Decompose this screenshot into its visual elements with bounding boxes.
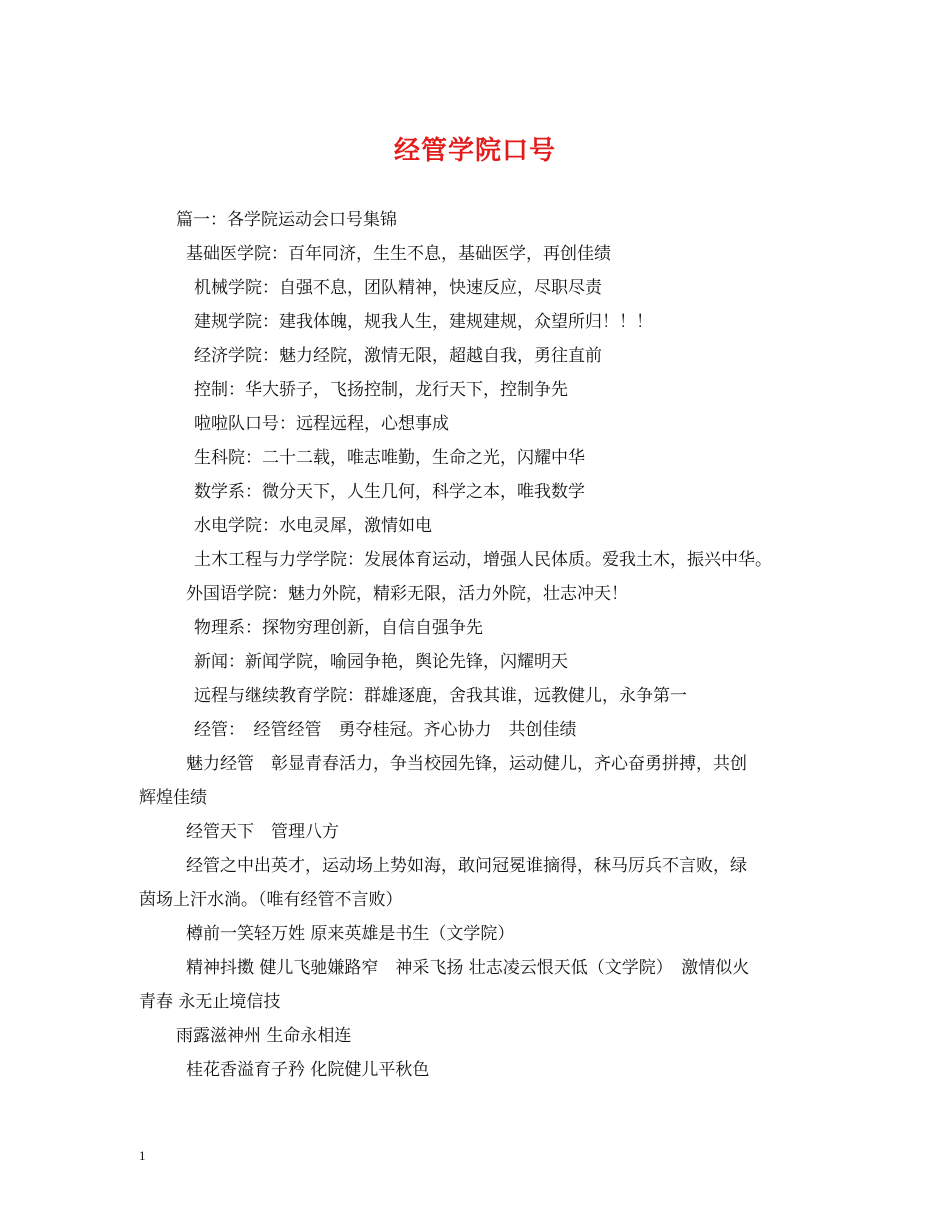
slogan-line: 数学系：微分天下，人生几何，科学之本，唯我数学 [194, 482, 585, 502]
slogan-line: 建规学院：建我体魄，规我人生，建规建规，众望所归！！！ [194, 312, 653, 332]
paragraph-line: 魅力经管 彰显青春活力，争当校园先锋，运动健儿，齐心奋勇拼搏，共创 [186, 754, 747, 774]
paragraph-line: 雨露滋神州 生命永相连 [176, 1026, 352, 1046]
section-heading: 篇一：各学院运动会口号集锦 [176, 210, 397, 230]
slogan-line: 新闻：新闻学院，喻园争艳，舆论先锋，闪耀明天 [194, 652, 568, 672]
slogan-line: 经管： 经管经管 勇夺桂冠。齐心协力 共创佳绩 [194, 720, 577, 740]
slogan-line: 远程与继续教育学院：群雄逐鹿，舍我其谁，远教健儿，永争第一 [194, 686, 687, 706]
slogan-line: 生科院：二十二载，唯志唯勤，生命之光，闪耀中华 [194, 448, 585, 468]
slogan-line: 基础医学院：百年同济，生生不息，基础医学，再创佳绩 [186, 244, 611, 264]
slogan-line: 控制：华大骄子，飞扬控制，龙行天下，控制争先 [194, 380, 568, 400]
paragraph-line: 桂花香溢育子矜 化院健儿平秋色 [186, 1060, 430, 1080]
paragraph-line: 经管之中出英才，运动场上势如海，敢问冠冕谁摘得，秣马厉兵不言败，绿 [186, 856, 747, 876]
paragraph-line: 经管天下 管理八方 [186, 822, 339, 842]
slogan-line: 物理系：探物穷理创新，自信自强争先 [194, 618, 483, 638]
slogan-line: 水电学院：水电灵犀，激情如电 [194, 516, 432, 536]
paragraph-line: 青春 永无止境信技 [139, 992, 281, 1012]
slogan-line: 啦啦队口号：远程远程，心想事成 [194, 414, 449, 434]
page-number: 1 [139, 1148, 146, 1163]
slogan-line: 土木工程与力学学院：发展体育运动，增强人民体质。爱我土木，振兴中华。 [194, 550, 772, 570]
slogan-line: 经济学院：魅力经院，激情无限，超越自我，勇往直前 [194, 346, 602, 366]
slogan-line: 外国语学院：魅力外院，精彩无限，活力外院，壮志冲天！ [186, 584, 628, 604]
paragraph-line: 茵场上汗水淌。（唯有经管不言败） [139, 890, 403, 910]
paragraph-line: 辉煌佳绩 [139, 788, 207, 808]
paragraph-line: 樽前一笑轻万姓 原来英雄是书生（文学院） [186, 924, 515, 944]
slogan-line: 机械学院：自强不息，团队精神，快速反应，尽职尽责 [194, 278, 602, 298]
document-title: 经管学院口号 [393, 136, 556, 166]
paragraph-line: 精神抖擞 健儿飞驰嫌路窄 神采飞扬 壮志凌云恨天低（文学院） 激情似火 [186, 958, 750, 978]
